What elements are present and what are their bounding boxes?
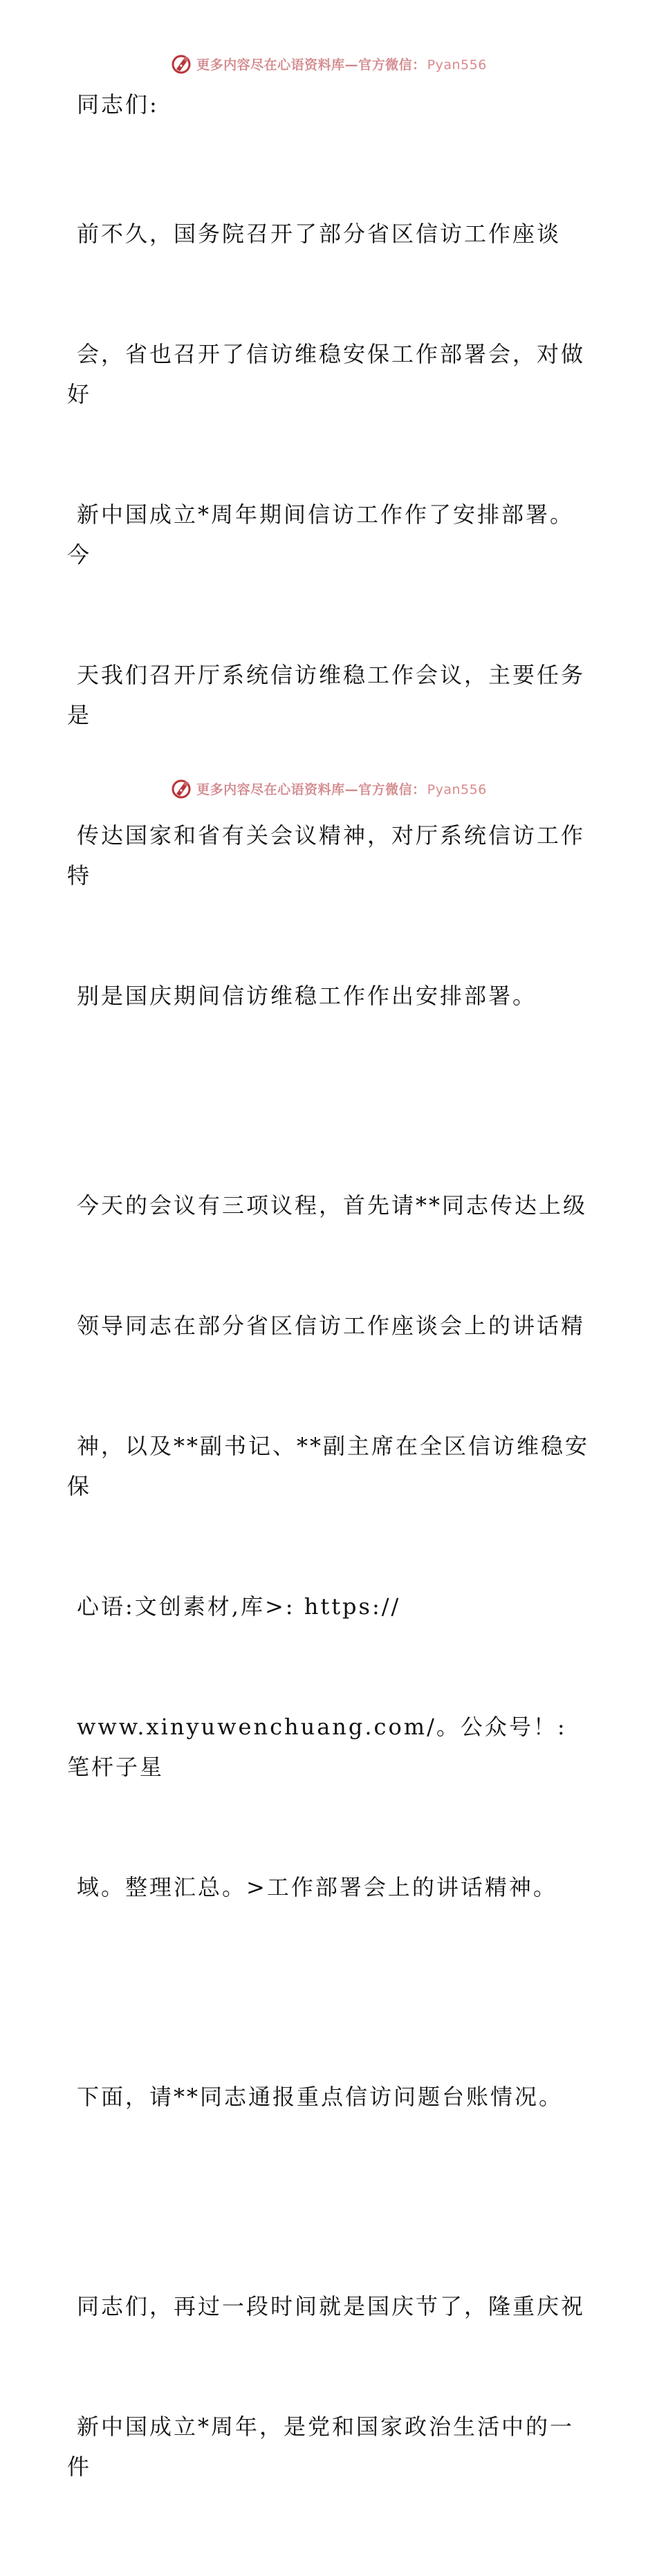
paragraph-4 (67, 2206, 593, 2567)
text-line: www.xinyuwenchuang.com/。公众号！: 笔杆子星 (67, 1714, 576, 1780)
text-line: 神，以及**副书记、**副主席在全区信访维稳安保 (67, 1433, 590, 1499)
greeting: 同志们: (77, 91, 159, 118)
footer-banner (0, 775, 657, 802)
paragraph-1 (67, 133, 593, 1096)
header-banner-text (196, 55, 487, 73)
header-wechat-id: Pyan556 (427, 57, 487, 73)
text-line: 新中国成立*周年，是党和国家政治生活中的一件 (67, 2413, 575, 2480)
footer-banner-label: 更多内容尽在心语资料库—官方微信： (196, 781, 426, 797)
pen-nib-logo-icon (170, 53, 192, 75)
header-banner (0, 50, 657, 77)
pen-nib-logo-icon (170, 777, 192, 799)
text-line: 前不久，国务院召开了部分省区信访工作座谈 (77, 221, 562, 247)
footer-wechat-id: Pyan556 (427, 781, 487, 797)
document-body (67, 84, 593, 2576)
footer-banner-text (196, 779, 487, 798)
text-line: 领导同志在部分省区信访工作座谈会上的讲话精 (77, 1313, 586, 1339)
paragraph-2 (67, 1105, 593, 1987)
text-line: 会，省也召开了信访维稳安保工作部署会，对做好 (67, 341, 586, 407)
header-banner-label: 更多内容尽在心语资料库—官方微信： (196, 57, 426, 73)
paragraph-3 (67, 1996, 593, 2197)
text-line: 域。整理汇总。>工作部署会上的讲话精神。 (77, 1874, 557, 1900)
text-line: 天我们召开厅系统信访维稳工作会议，主要任务是 (67, 662, 586, 728)
text-line: 同志们，再过一段时间就是国庆节了，隆重庆祝 (77, 2293, 586, 2319)
text-line: 传达国家和省有关会议精神，对厅系统信访工作特 (67, 822, 586, 889)
text-line: 心语:文创素材,库>: https:// (77, 1593, 401, 1620)
text-line: 下面，请**同志通报重点信访问题台账情况。 (77, 2084, 564, 2110)
text-line: 新中国成立*周年期间信访工作作了安排部署。今 (67, 501, 575, 568)
text-line: 别是国庆期间信访维稳工作作出安排部署。 (77, 983, 537, 1009)
text-line: 今天的会议有三项议程，首先请**同志传达上级 (77, 1192, 588, 1218)
